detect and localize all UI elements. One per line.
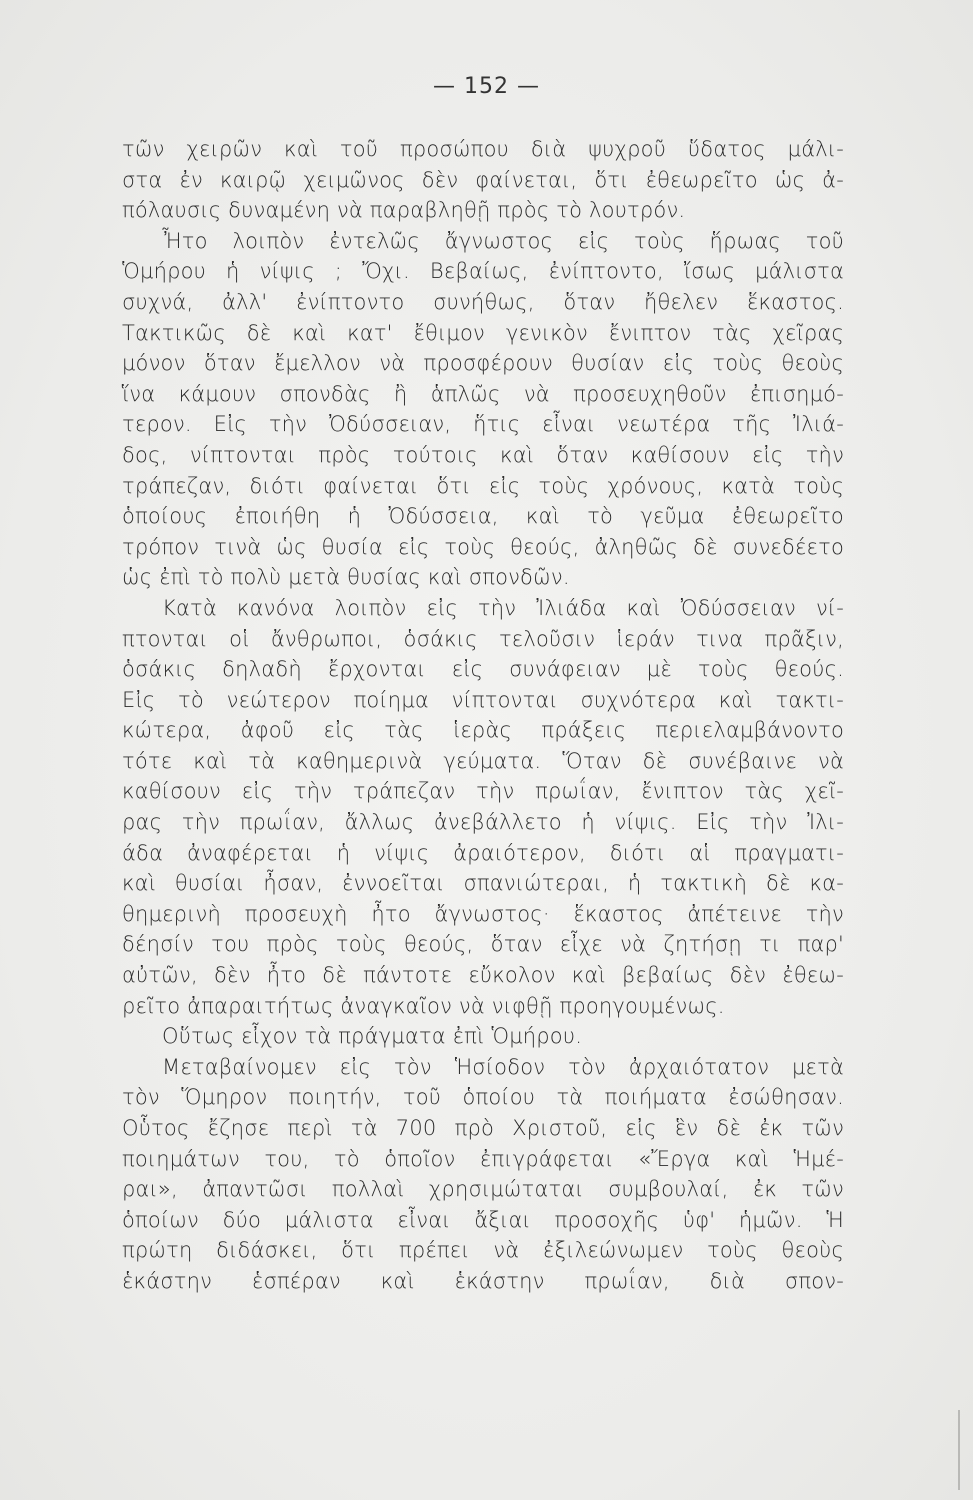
text-line: πρώτη διδάσκει, ὅτι πρέπει νὰ ἐξιλεώνωμεν τοὺς θεοὺς [122,1238,844,1263]
body-text [122,134,844,1297]
text-line: ἑκάστην ἑσπέραν καὶ ἑκάστην πρωΐαν, διὰ σπον- [122,1268,844,1293]
text-line: τράπεζαν, διότι φαίνεται ὅτι εἰς τοὺς χρόνους, κατὰ τοὺς [122,473,844,498]
text-line: τῶν χειρῶν καὶ τοῦ προσώπου διὰ ψυχροῦ ὕδατος μάλι- [122,137,844,161]
text-line: ποιημάτων του, τὸ ὁποῖον ἐπιγράφεται «Ἔργα καὶ Ἡμέ- [122,1146,844,1171]
text-line: κώτερα, ἀφοῦ εἰς τὰς ἱερὰς πράξεις περιελαμβάνοντο [122,718,844,743]
text-line: καθίσουν εἰς τὴν τράπεζαν τὴν πρωΐαν, ἔνιπτον τὰς χεῖ- [122,779,844,804]
text-line: Ἦτο λοιπὸν ἐντελῶς ἄγνωστος εἰς τοὺς ἥρωας τοῦ [162,228,844,253]
text-line: στα ἐν καιρῷ χειμῶνος δὲν φαίνεται, ὅτι ἐθεωρεῖτο ὡς ἀ- [122,167,844,192]
page-number: — 152 — [433,74,540,99]
text-line: αὐτῶν, δὲν ἦτο δὲ πάντοτε εὔκολον καὶ βεβαίως δὲν ἐθεω- [122,963,844,988]
text-line: Οὗτος ἔζησε περὶ τὰ 700 πρὸ Χριστοῦ, εἰς ἓν δὲ ἐκ τῶν [122,1116,844,1140]
text-line: άδα ἀναφέρεται ἡ νίψις ἀραιότερον, διότι αἱ πραγματι- [122,840,844,865]
text-line: Μεταβαίνομεν εἰς τὸν Ἡσίοδον τὸν ἀρχαιότατον μετὰ [162,1054,844,1079]
text-line: ὁσάκις δηλαδὴ ἔρχονται εἰς συνάφειαν μὲ τοὺς θεούς. [122,657,844,682]
text-line: Ὁμήρου ἡ νίψις ; Ὄχι. Βεβαίως, ἐνίπτοντο, ἴσως μάλιστα [122,259,844,284]
text-line: Εἰς τὸ νεώτερον ποίημα νίπτονται συχνότερα καὶ τακτι- [122,687,844,712]
text-line: ρας τὴν πρωΐαν, ἄλλως ἀνεβάλλετο ἡ νίψις. Εἰς τὴν Ἰλι- [122,810,844,835]
text-line: πτονται οἱ ἄνθρωποι, ὁσάκις τελοῦσιν ἱεράν τινα πρᾶξιν, [122,626,844,651]
text-line: Οὕτως εἶχον τὰ πράγματα ἐπὶ Ὁμήρου. [162,1024,583,1049]
text-line: Κατὰ κανόνα λοιπὸν εἰς τὴν Ἰλιάδα καὶ Ὀδύσσειαν νί- [162,595,844,620]
text-line: ἵνα κάμουν σπονδὰς ἢ ἁπλῶς νὰ προσευχηθοῦν ἐπισημό- [122,381,844,406]
text-line: ραι», ἀπαντῶσι πολλαὶ χρησιμώταται συμβουλαί, ἐκ τῶν [122,1177,844,1202]
text-line: ρεῖτο ἀπαραιτήτως ἀναγκαῖον νὰ νιφθῇ προηγουμένως. [122,993,725,1018]
text-line: τερον. Εἰς τὴν Ὀδύσσειαν, ἥτις εἶναι νεωτέρα τῆς Ἰλιά- [122,412,844,437]
text-line: τὸν Ὅμηρον ποιητήν, τοῦ ὁποίου τὰ ποιήματα ἐσώθησαν. [122,1085,844,1110]
text-line: συχνά, ἀλλ' ἐνίπτοντο συνήθως, ὅταν ἤθελεν ἕκαστος. [122,289,844,314]
text-line: ὁποίους ἐποιήθη ἡ Ὀδύσσεια, καὶ τὸ γεῦμα ἐθεωρεῖτο [122,504,844,529]
text-line: Τακτικῶς δὲ καὶ κατ' ἔθιμον γενικὸν ἔνιπτον τὰς χεῖρας [122,320,844,345]
text-line: δέησίν του πρὸς τοὺς θεούς, ὅταν εἶχε νὰ ζητήσῃ τι παρ' [122,932,844,957]
scan-edge-mark [958,1410,960,1490]
text-line: ὡς ἐπὶ τὸ πολὺ μετὰ θυσίας καὶ σπονδῶν. [122,565,570,590]
text-line: δος, νίπτονται πρὸς τούτοις καὶ ὅταν καθίσουν εἰς τὴν [122,442,844,467]
text-line: μόνον ὅταν ἔμελλον νὰ προσφέρουν θυσίαν εἰς τοὺς θεοὺς [122,351,844,376]
text-line: ὁποίων δύο μάλιστα εἶναι ἄξιαι προσοχῆς ὑφ' ἡμῶν. Ἡ [122,1207,844,1232]
text-line: τρόπον τινὰ ὡς θυσία εἰς τοὺς θεούς, ἀληθῶς δὲ συνεδέετο [122,534,844,559]
text-line: πόλαυσις δυναμένη νὰ παραβληθῇ πρὸς τὸ λουτρόν. [122,198,686,223]
text-line: καὶ θυσίαι ἦσαν, ἐννοεῖται σπανιώτεραι, ἡ τακτικὴ δὲ κα- [122,871,844,896]
text-line: θημερινὴ προσευχὴ ἦτο ἄγνωστος· ἕκαστος ἀπέτεινε τὴν [122,901,844,926]
text-line: τότε καὶ τὰ καθημερινὰ γεύματα. Ὅταν δὲ συνέβαινε νὰ [122,748,844,773]
